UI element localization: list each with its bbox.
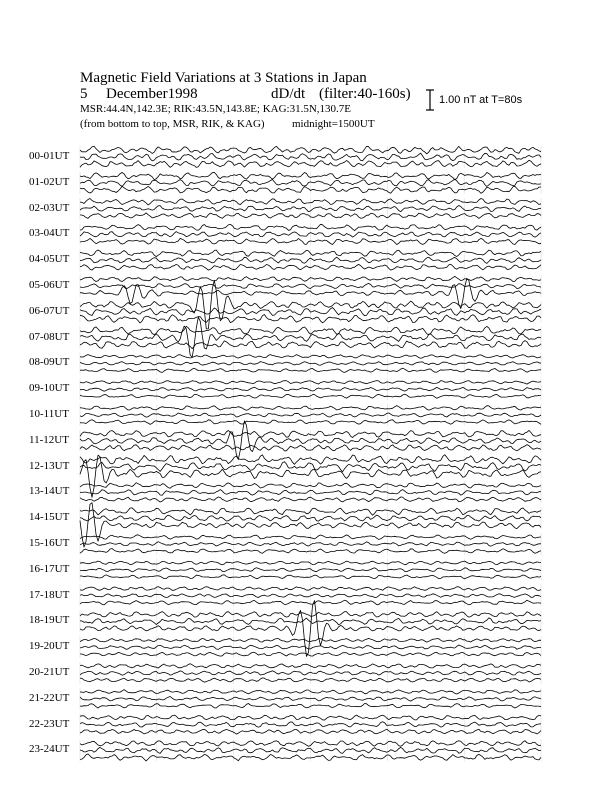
hour-label: 02-03UT — [29, 201, 70, 214]
hour-label: 05-06UT — [29, 279, 70, 291]
hour-label: 15-16UT — [29, 537, 70, 549]
hour-label: 00-01UT — [29, 150, 70, 162]
trace-rik — [80, 421, 541, 460]
hour-label: 08-09UT — [29, 356, 70, 369]
hour-label: 04-05UT — [29, 253, 70, 266]
scale-label: 1.00 nT at T=80s — [439, 94, 523, 106]
hour-label: 16-17UT — [29, 562, 70, 575]
hour-label: 20-21UT — [29, 666, 70, 678]
hour-label: 06-07UT — [29, 304, 70, 317]
hour-label: 18-19UT — [29, 614, 70, 627]
hour-label: 19-20UT — [29, 640, 70, 653]
hour-label: 14-15UT — [29, 511, 70, 524]
stations-coords: MSR:44.4N,142.3E; RIK:43.5N,143.8E; KAG:31.5N,130.7E — [80, 103, 352, 115]
order-note: (from bottom to top, MSR, RIK, & KAG) — [80, 118, 265, 130]
date-month-year: December1998 — [106, 86, 198, 102]
hour-label: 12-13UT — [29, 459, 70, 472]
midnight-note: midnight=1500UT — [292, 118, 375, 130]
hour-label: 10-11UT — [29, 408, 69, 420]
hour-label: 17-18UT — [29, 588, 70, 601]
chart-title: Magnetic Field Variations at 3 Stations in Japan — [80, 70, 367, 86]
date-day: 5 — [80, 86, 88, 102]
hour-label: 22-23UT — [29, 717, 70, 730]
quantity-label: dD/dt — [271, 86, 306, 102]
hour-label: 11-12UT — [29, 433, 69, 446]
hour-label: 07-08UT — [29, 330, 70, 343]
hour-label: 13-14UT — [29, 485, 70, 498]
hour-label: 23-24UT — [29, 743, 70, 756]
hour-label: 03-04UT — [29, 227, 70, 240]
hour-label: 09-10UT — [29, 382, 70, 395]
hour-label: 01-02UT — [29, 175, 70, 188]
filter-label: (filter:40-160s) — [319, 86, 411, 102]
hour-label: 21-22UT — [29, 691, 70, 704]
